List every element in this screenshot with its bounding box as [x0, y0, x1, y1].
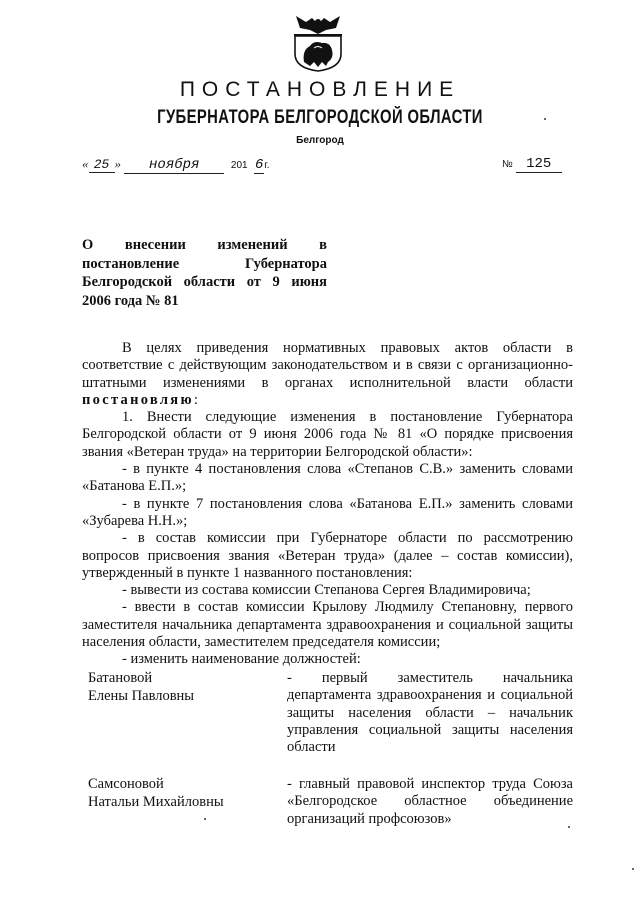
item-1: 1. Внести следующие изменения в постановление Губернатора Белгородской области от 9 июня 2006 года № 81 «О порядке присвоения звания «Ветеран труда» на территории Белгородской области»: [82, 409, 573, 460]
scan-speck [204, 818, 206, 820]
bullet-1: - в пункте 4 постановления слова «Степанов С.В.» заменить словами «Батанова Е.П.»; [82, 461, 573, 495]
issuer-title: ГУБЕРНАТОРА БЕЛГОРОДСКОЙ ОБЛАСТИ [157, 107, 483, 128]
document-subject: О внесении изменений в постановление Губернатора Белгородской области от 9 июня 2006 года № 81 [82, 237, 327, 309]
date-line [82, 156, 269, 174]
position-1-description: - первый заместитель начальника департамента здравоохранения и социальной защиты населения области – начальник управления социальной защиты населения области [287, 670, 573, 756]
scan-speck [632, 868, 634, 870]
position-2-description: - главный правовой инспектор труда Союза «Белгородское областное объединение организаций профсоюзов» [287, 776, 573, 827]
position-2-surname: Самсоновой [88, 776, 164, 792]
position-1-surname: Батановой [88, 670, 153, 686]
bullet-2: - в пункте 7 постановления слова «Батанова Е.П.» заменить словами «Зубарева Н.Н.»; [82, 495, 573, 529]
decree-word: постановляю [82, 391, 194, 408]
scan-speck [568, 826, 570, 828]
number-label: № [502, 159, 513, 170]
date-open-quote: « [82, 156, 89, 171]
preamble-end: : [193, 391, 198, 408]
date-day: 25 [89, 157, 115, 173]
scan-speck [544, 118, 546, 120]
bullet-5: - ввести в состав комиссии Крылову Людмилу Степановну, первого заместителя начальника департамента здравоохранения и социальной защиты населения области, заместителем председателя комиссии; [82, 599, 573, 651]
position-1-given-names: Елены Павловны [88, 688, 195, 704]
date-year-prefix: 201 [230, 160, 248, 171]
date-month: ноября [124, 157, 224, 174]
preamble-text: В целях приведения нормативных правовых актов области в соответствие с действующим законодательством и в связи с организационно-штатными изменениями в органах исполнительной власти области [82, 340, 573, 391]
bullet-6: - изменить наименование должностей: [122, 651, 361, 668]
document-title: ПОСТАНОВЛЕНИЕ [179, 78, 461, 101]
coat-of-arms-emblem [292, 12, 344, 72]
date-year-suffix: 6 [255, 157, 264, 173]
position-2-given-names: Натальи Михайловны [88, 794, 224, 810]
date-year-abbr: г. [264, 160, 270, 171]
document-body [82, 340, 573, 669]
document-number [502, 156, 562, 173]
number-value: 125 [516, 156, 562, 173]
date-close-quote: » [114, 156, 121, 171]
city-label: Белгород [296, 135, 344, 146]
bullet-3: - в состав комиссии при Губернаторе области по рассмотрению вопросов присвоения звания «Ветеран труда» (далее – состав комиссии), утвержденный в пункте 1 названного постановления: [82, 530, 573, 581]
preamble-paragraph [82, 340, 573, 409]
bullet-4: - вывести из состава комиссии Степанова Сергея Владимировича; [122, 582, 531, 599]
